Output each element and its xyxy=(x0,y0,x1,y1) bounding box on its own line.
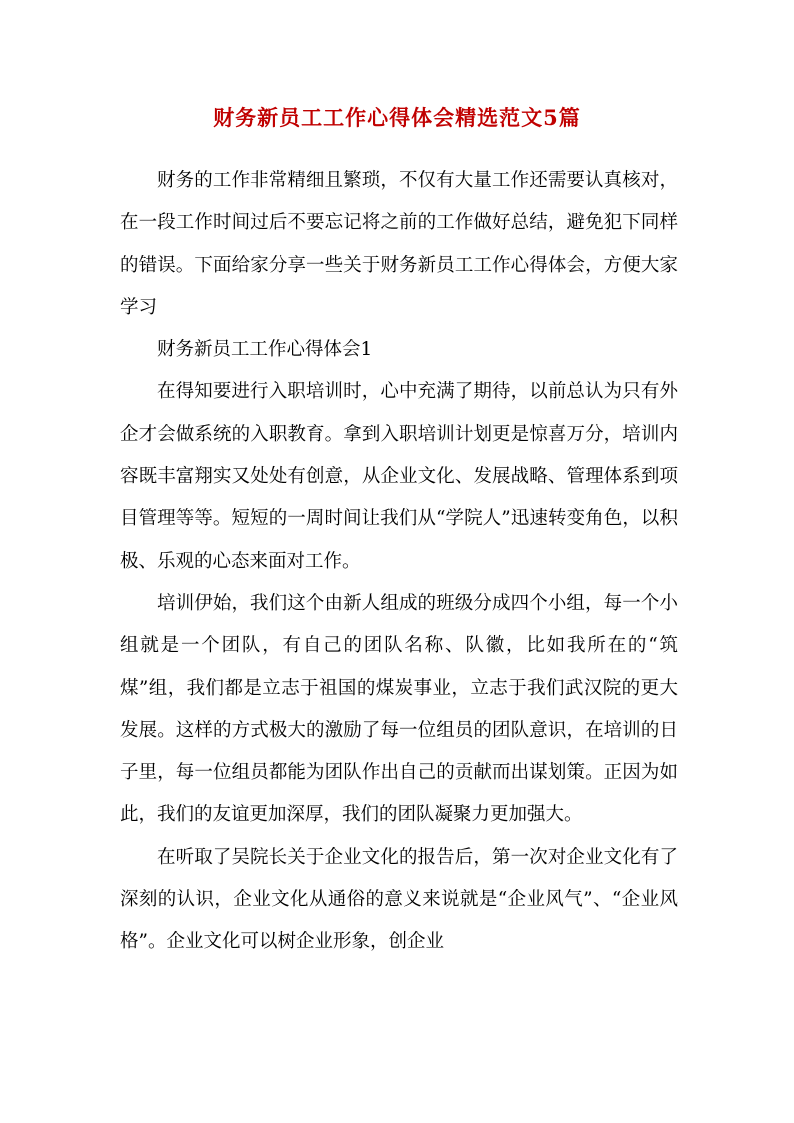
document-title: 财务新员工工作心得体会精选范文5篇 xyxy=(213,105,581,130)
body-paragraph: 在得知要进行入职培训时，心中充满了期待，以前总认为只有外企才会做系统的入职教育。拿到入职培训计划更是惊喜万分，培训内容既丰富翔实又处处有创意，从企业文化、发展战略、管理体系到项目管理等等。短短的一周时间让我们从“学院人”迅速转变角色，以积极、乐观的心态来面对工作。 xyxy=(120,381,678,572)
body-paragraph: 在听取了吴院长关于企业文化的报告后，第一次对企业文化有了深刻的认识，企业文化从通俗的意义来说就是“企业风气”、“企业风格”。企业文化可以树企业形象，创企业 xyxy=(120,846,678,953)
body-paragraph: 培训伊始，我们这个由新人组成的班级分成四个小组，每一个小组就是一个团队，有自己的团队名称、队徽，比如我所在的“筑煤”组，我们都是立志于祖国的煤炭事业，立志于我们武汉院的更大发展。这样的方式极大的激励了每一位组员的团队意识，在培训的日子里，每一位组员都能为团队作出自己的贡献而出谋划策。正因为如此，我们的友谊更加深厚，我们的团队凝聚力更加强大。 xyxy=(120,592,678,826)
section-heading: 财务新员工工作心得体会1 xyxy=(157,339,373,361)
document-body xyxy=(120,160,678,964)
intro-paragraph: 财务的工作非常精细且繁琐，不仅有大量工作还需要认真核对，在一段工作时间过后不要忘记将之前的工作做好总结，避免犯下同样的错误。下面给家分享一些关于财务新员工工作心得体会，方便大家学习 xyxy=(120,170,678,318)
